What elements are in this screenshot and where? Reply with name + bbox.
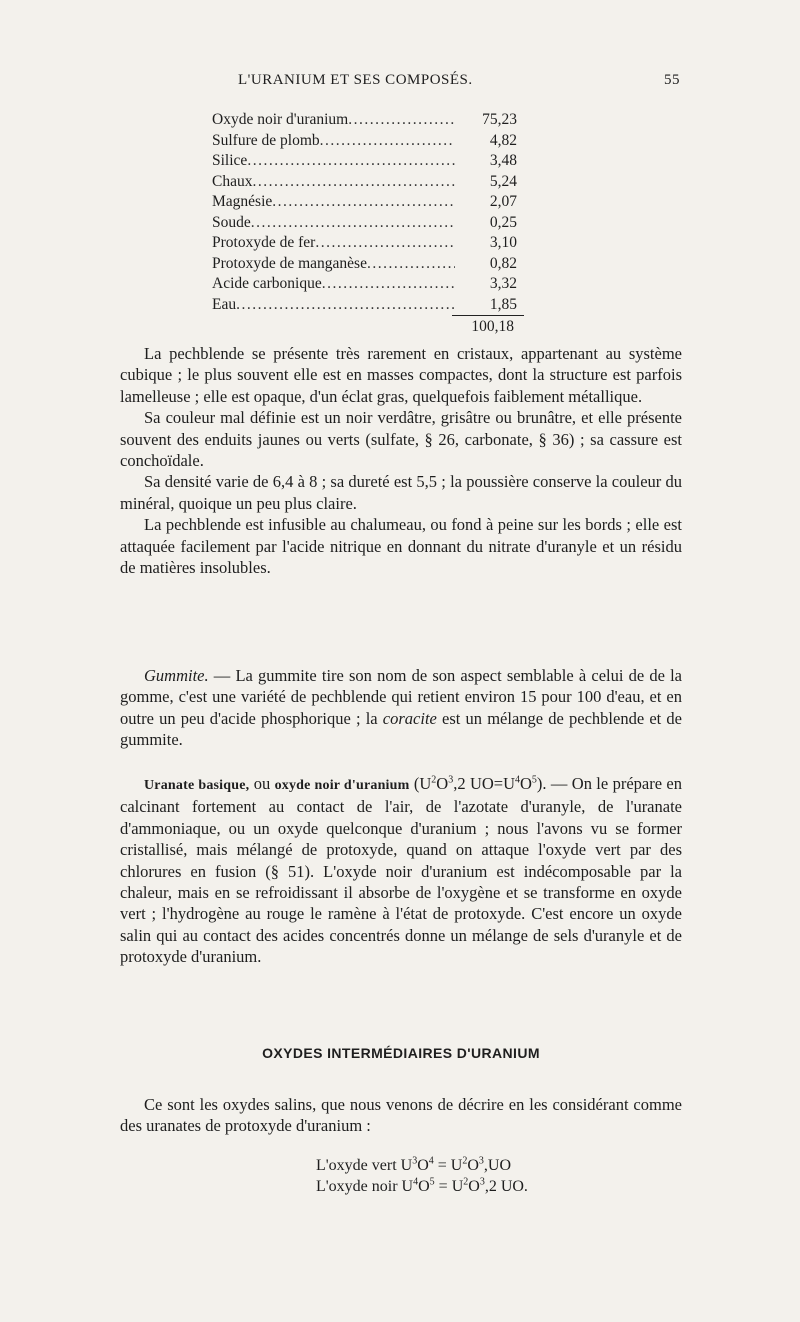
section-heading: OXYDES INTERMÉDIAIRES D'URANIUM (262, 1045, 540, 1061)
composition-total: 100,18 (471, 318, 514, 335)
table-row (212, 254, 517, 275)
section-intro (120, 1094, 682, 1137)
formula-sup: 4 (515, 774, 520, 786)
leader-dots (320, 131, 455, 152)
row-value: 4,82 (489, 131, 517, 149)
uranate-section (120, 773, 682, 968)
paragraph: La pechblende se présente très rarement en cristaux, appartenant au système cubique ; le plus souvent elle est en masses compactes, dont la structure est parfois lamelleuse ; elle est opaque, d'un éclat gras, quelquefois faiblement métallique. (120, 344, 682, 406)
paragraph: La pechblende est infusible au chalumeau, ou fond à peine sur les bords ; elle est attaquée facilement par l'acide nitrique en donnant du nitrate d'uranyle et un résidu de matières insolubles. (120, 515, 682, 578)
row-value: 1,85 (489, 295, 517, 313)
leader-dots (348, 110, 455, 131)
paragraph: Sa densité varie de 6,4 à 8 ; sa dureté est 5,5 ; la poussière conserve la couleur du minéral, quoique un peu plus claire. (120, 472, 682, 513)
composition-table (212, 110, 517, 315)
leader-dots (322, 274, 455, 295)
gummite-text-a: — La gummite tire son nom de son aspect semblable à celui de de la gomme, c'est une variété de pechblende qui retient environ 15 pour 100 d'eau, et en outre un peu d'acide phosphorique ; la (120, 666, 682, 728)
pechblende-description (120, 343, 682, 578)
coracite-term: coracite (382, 708, 437, 728)
row-value: 3,32 (489, 275, 517, 292)
paragraph (120, 773, 682, 968)
leader-dots (251, 213, 455, 234)
page-number: 55 (664, 72, 680, 88)
paragraph: Sa couleur mal définie est un noir verdâtre, grisâtre ou brunâtre, et elle présente souvent des enduits jaunes ou verts (sulfate, § 26, carbonate, § 36) ; sa cassure est conchoïdale. (120, 408, 682, 471)
formula-open: (U (409, 774, 432, 793)
table-row (212, 172, 517, 193)
table-row (212, 274, 517, 295)
formula-block (316, 1155, 528, 1197)
table-row (212, 131, 517, 152)
formula-label: L'oxyde vert (316, 1157, 397, 1174)
running-title: L'URANIUM ET SES COMPOSÉS. (238, 72, 473, 88)
formula-sup: 3 (448, 774, 454, 786)
formula-line: L'oxyde vert $U^3O^4 = U^2O^3,UO$ (316, 1155, 512, 1174)
paragraph (120, 665, 682, 751)
row-value: 5,24 (489, 172, 517, 190)
leader-dots (315, 233, 455, 254)
uranate-text: — On le prépare en calcinant fortement au contact de l'air, de l'azotate d'uranyle, de l'uranate d'ammoniaque, ou un oxyde quelconque d'uranium ; nous l'avons vu se former cristallisé, mais mélangé de protoxyde, quand on attaque l'oxyde vert par des chlorures en fusion (§ 51). L'oxyde noir d'uranium est indécomposable par la chaleur, mais en se refroidissant il absorbe de l'oxygène et se transforme en oxyde vert ; l'hydrogène au rouge le ramène à l'état de protoxyde. C'est encore un oxyde salin qui au contact des acides concentrés donne un mélange de sels d'uranyle et de protoxyde d'uranium. (120, 774, 682, 967)
leader-dots (272, 192, 455, 213)
table-row (212, 110, 517, 131)
row-value: 0,82 (489, 254, 517, 272)
table-row (212, 213, 517, 234)
row-value: 3,10 (489, 234, 517, 251)
row-value: 0,25 (489, 213, 517, 231)
row-name: Magnésie (212, 193, 273, 210)
leader-dots (236, 295, 455, 316)
formula-sup: 5 (531, 774, 537, 786)
row-name: Oxyde noir d'uranium (212, 111, 349, 128)
formula-label: L'oxyde noir (316, 1178, 398, 1195)
row-value: 2,07 (489, 193, 517, 210)
row-name: Acide carbonique (212, 275, 322, 292)
formula-close: ). (536, 774, 547, 793)
leader-dots (252, 172, 455, 193)
row-name: Sulfure de plomb (212, 131, 320, 149)
table-row (212, 233, 517, 254)
paragraph: Ce sont les oxydes salins, que nous venons de décrire en les considérant comme des uranates de protoxyde d'uranium : (120, 1095, 682, 1136)
total-rule (452, 315, 524, 316)
gummite-text-b: est un mélange de pechblende et de gummite. (120, 708, 682, 750)
row-name: Protoxyde de manganèse (212, 254, 367, 272)
table-row (212, 192, 517, 213)
row-name: Eau (212, 295, 237, 313)
row-name: Protoxyde de fer (212, 234, 316, 251)
leader-dots (367, 254, 455, 275)
row-value: 75,23 (482, 111, 517, 128)
formula-o: O (520, 774, 532, 793)
gummite-section (120, 665, 682, 751)
row-name: Chaux (212, 172, 253, 190)
table-row (212, 151, 517, 172)
formula-rest: ,2 UO=U (453, 774, 515, 793)
uranate-term: Uranate basique, (144, 778, 250, 793)
oxyde-noir-term: oxyde noir d'uranium (274, 778, 410, 793)
row-name: Soude (212, 213, 251, 231)
row-value: 3,48 (489, 152, 517, 169)
row-name: Silice (212, 152, 248, 169)
uranate-ou: ou (249, 774, 275, 793)
formula-mid: O (436, 774, 449, 793)
formula-sup: 2 (431, 774, 437, 786)
table-row (212, 295, 517, 316)
gummite-term: Gummite. (144, 666, 209, 685)
formula-line: L'oxyde noir $U^4O^5 = U^2O^3,2$ UO. (316, 1176, 528, 1195)
leader-dots (247, 151, 455, 172)
